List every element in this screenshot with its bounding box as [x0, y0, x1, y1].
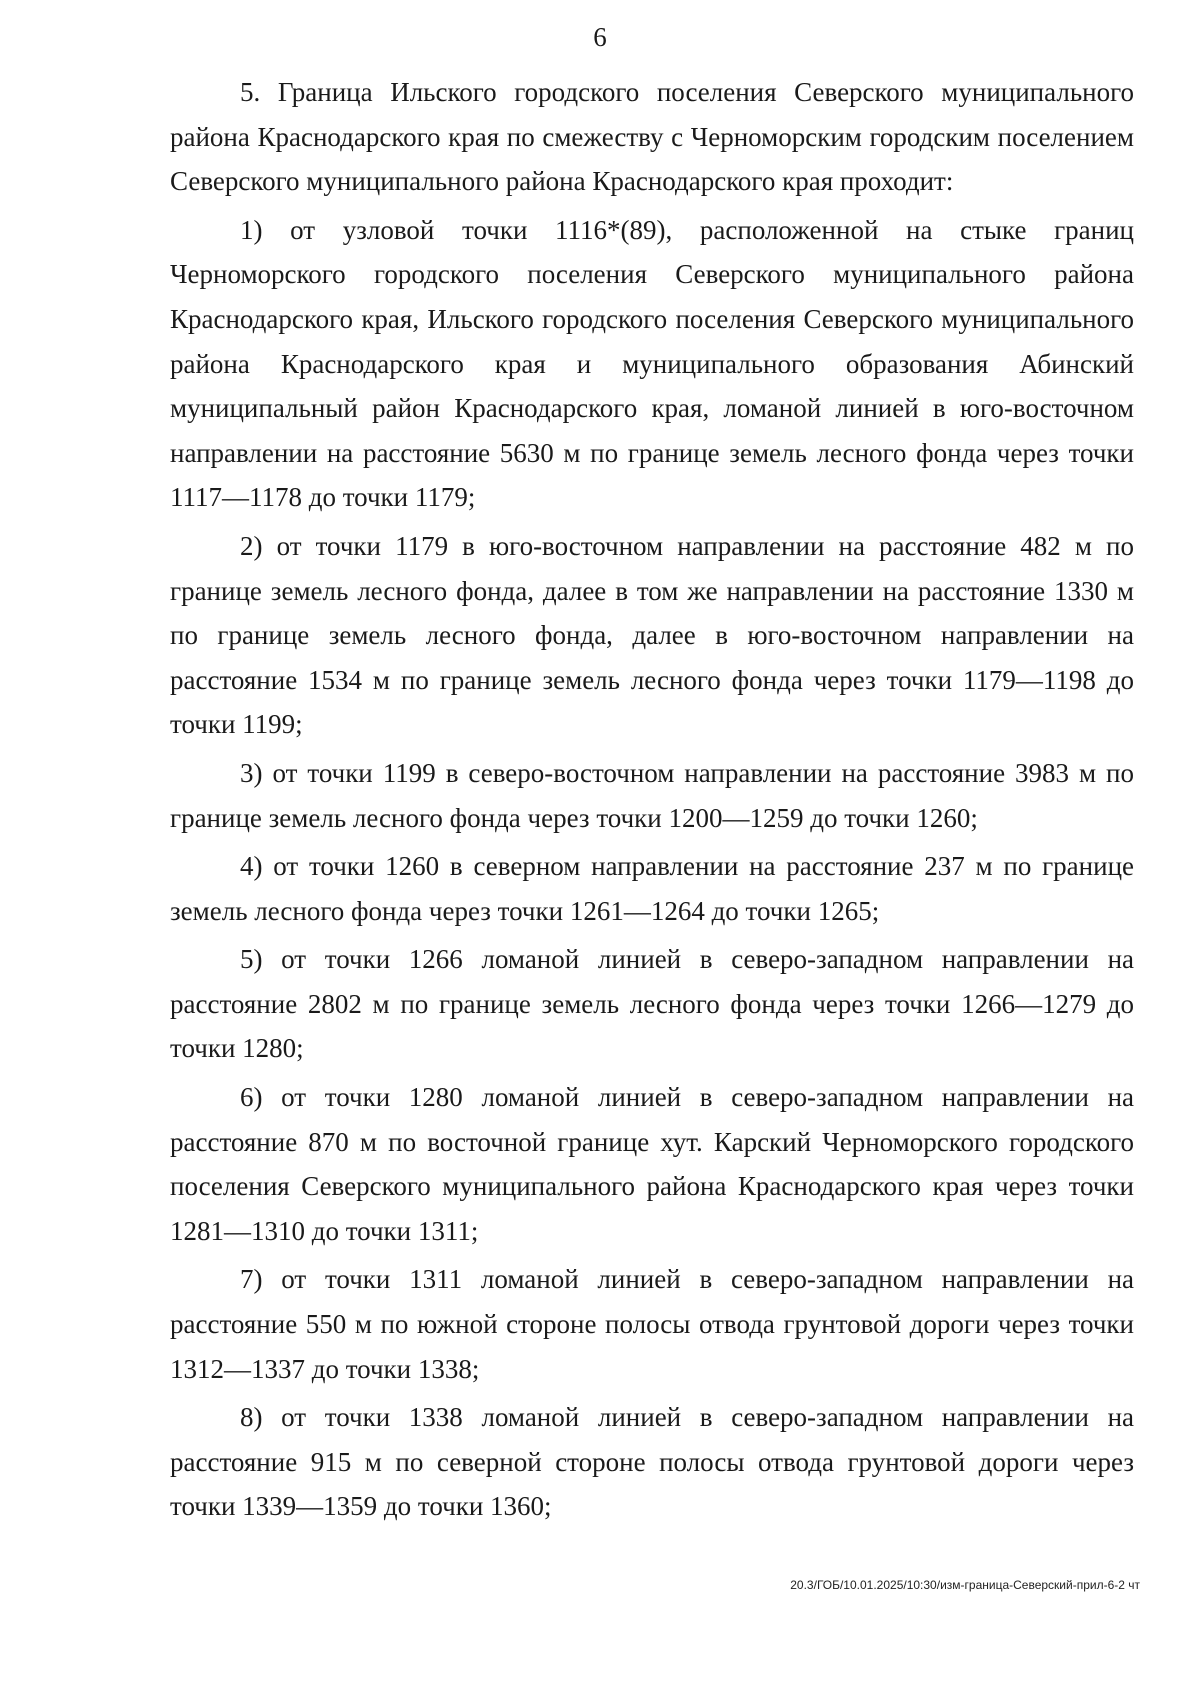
paragraph-item-3: 3) от точки 1199 в северо-восточном направлении на расстояние 3983 м по границе земель лесного фонда через точки 1200—1259 до точки 1260;: [170, 757, 1134, 833]
page-number: 6: [593, 22, 607, 52]
document-body: [170, 70, 1134, 1529]
paragraph-item-5: 5) от точки 1266 ломаной линией в северо-западном направлении на расстояние 2802 м по границе земель лесного фонда через точки 1266—1279 до точки 1280;: [170, 944, 1134, 1064]
document-footer-code: 20.3/ГОБ/10.01.2025/10:30/изм-граница-Северский-прил-6-2 чт: [790, 1578, 1140, 1592]
paragraph-item-1: 1) от узловой точки 1116*(89), расположенной на стыке границ Черноморского городского поселения Северского муниципального района Краснодарского края, Ильского городского поселения Северского муниципального района Краснодарского края и муниципального образования Абинский муниципальный район Краснодарского края, ломаной линией в юго-восточном направлении на расстояние 5630 м по границе земель лесного фонда через точки 1117—1178 до точки 1179;: [170, 214, 1134, 513]
paragraph-item-6: 6) от точки 1280 ломаной линией в северо-западном направлении на расстояние 870 м по восточной границе хут. Карский Черноморского городского поселения Северского муниципального района Краснодарского края через точки 1281—1310 до точки 1311;: [170, 1082, 1134, 1246]
paragraph-intro: 5. Граница Ильского городского поселения Северского муниципального района Краснодарского края по смежеству с Черноморским городским поселением Северского муниципального района Краснодарского края проходит:: [170, 77, 1134, 197]
paragraph-item-7: 7) от точки 1311 ломаной линией в северо-западном направлении на расстояние 550 м по южной стороне полосы отвода грунтовой дороги через точки 1312—1337 до точки 1338;: [170, 1264, 1134, 1384]
paragraph-item-2: 2) от точки 1179 в юго-восточном направлении на расстояние 482 м по границе земель лесного фонда, далее в том же направлении на расстояние 1330 м по границе земель лесного фонда, далее в юго-восточном направлении на расстояние 1534 м по границе земель лесного фонда через точки 1179—1198 до точки 1199;: [170, 530, 1134, 740]
paragraph-item-4: 4) от точки 1260 в северном направлении на расстояние 237 м по границе земель лесного фонда через точки 1261—1264 до точки 1265;: [170, 851, 1134, 926]
paragraph-item-8: 8) от точки 1338 ломаной линией в северо-западном направлении на расстояние 915 м по северной стороне полосы отвода грунтовой дороги через точки 1339—1359 до точки 1360;: [170, 1402, 1134, 1522]
